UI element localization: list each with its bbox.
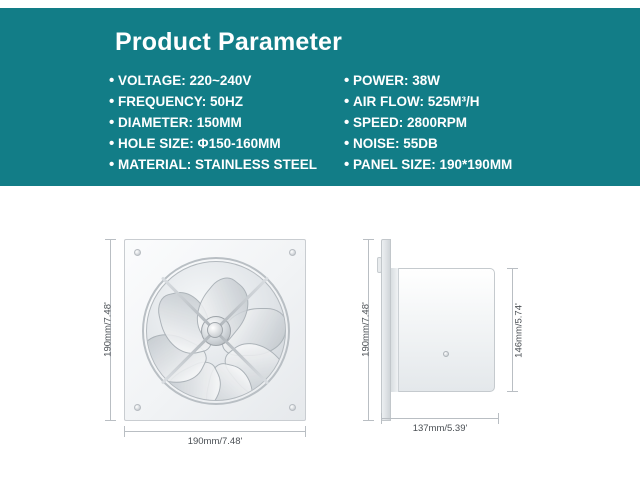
front-height-dimension-label: 190mm/7.48' (102, 302, 114, 357)
product-parameter-header (0, 8, 640, 186)
spec-label: NOISE: 55DB (353, 136, 438, 151)
dimension-cap (381, 413, 382, 424)
bullet-icon: • (344, 114, 350, 131)
fan-guard-center (207, 322, 223, 338)
spec-label: AIR FLOW: 525M³/H (353, 94, 480, 109)
spec-label: HOLE SIZE: Φ150-160MM (118, 136, 281, 151)
spec-item (344, 133, 604, 154)
side-screw-icon (443, 351, 449, 357)
fan-front-view (124, 239, 306, 421)
dimension-line-horizontal (124, 431, 306, 432)
bullet-icon: • (344, 135, 350, 152)
spec-label: SPEED: 2800RPM (353, 115, 468, 130)
dimension-cap (363, 239, 374, 240)
dimension-cap (305, 426, 306, 437)
fan-side-view (381, 239, 499, 421)
bullet-icon: • (344, 72, 350, 89)
spec-label: MATERIAL: STAINLESS STEEL (118, 157, 317, 172)
bullet-icon: • (109, 135, 115, 152)
bullet-icon: • (344, 93, 350, 110)
spec-label: FREQUENCY: 50HZ (118, 94, 244, 109)
spec-item (344, 112, 604, 133)
spec-item (344, 154, 604, 175)
spec-label: DIAMETER: 150MM (118, 115, 242, 130)
spec-item (109, 70, 344, 91)
product-dimension-diagram (0, 186, 640, 480)
side-depth-dimension-label: 146mm/5.74' (513, 303, 525, 358)
spec-list (109, 70, 632, 175)
page-title: Product Parameter (115, 28, 343, 56)
bullet-icon: • (109, 93, 115, 110)
screw-icon (289, 249, 296, 256)
spec-label: PANEL SIZE: 190*190MM (353, 157, 513, 172)
front-width-dimension-label: 190mm/7.48' (187, 436, 243, 447)
spec-item (109, 112, 344, 133)
spec-item (109, 91, 344, 112)
dimension-cap (498, 413, 499, 424)
bullet-icon: • (109, 156, 115, 173)
side-duct-body (391, 268, 495, 392)
screw-icon (134, 249, 141, 256)
dimension-line-horizontal (381, 418, 499, 419)
mounting-panel (124, 239, 306, 421)
spec-item (109, 133, 344, 154)
dimension-cap (124, 426, 125, 437)
spec-item (344, 91, 604, 112)
bullet-icon: • (109, 114, 115, 131)
bullet-icon: • (344, 156, 350, 173)
spec-label: POWER: 38W (353, 73, 441, 88)
spec-column-right (344, 70, 604, 175)
spec-label: VOLTAGE: 220~240V (118, 73, 252, 88)
screw-icon (134, 404, 141, 411)
spec-item (344, 70, 604, 91)
dimension-cap (507, 268, 518, 269)
dimension-cap (507, 391, 518, 392)
side-flange (381, 239, 391, 421)
spec-item (109, 154, 344, 175)
side-width-dimension-label: 137mm/5.39' (412, 423, 468, 434)
side-height-dimension-label: 190mm/7.48' (360, 302, 372, 357)
header-content (105, 8, 632, 186)
spec-column-left (109, 70, 344, 175)
side-duct-lip (391, 268, 399, 392)
dimension-cap (363, 420, 374, 421)
dimension-cap (105, 239, 116, 240)
screw-icon (289, 404, 296, 411)
bullet-icon: • (109, 72, 115, 89)
dimension-cap (105, 420, 116, 421)
